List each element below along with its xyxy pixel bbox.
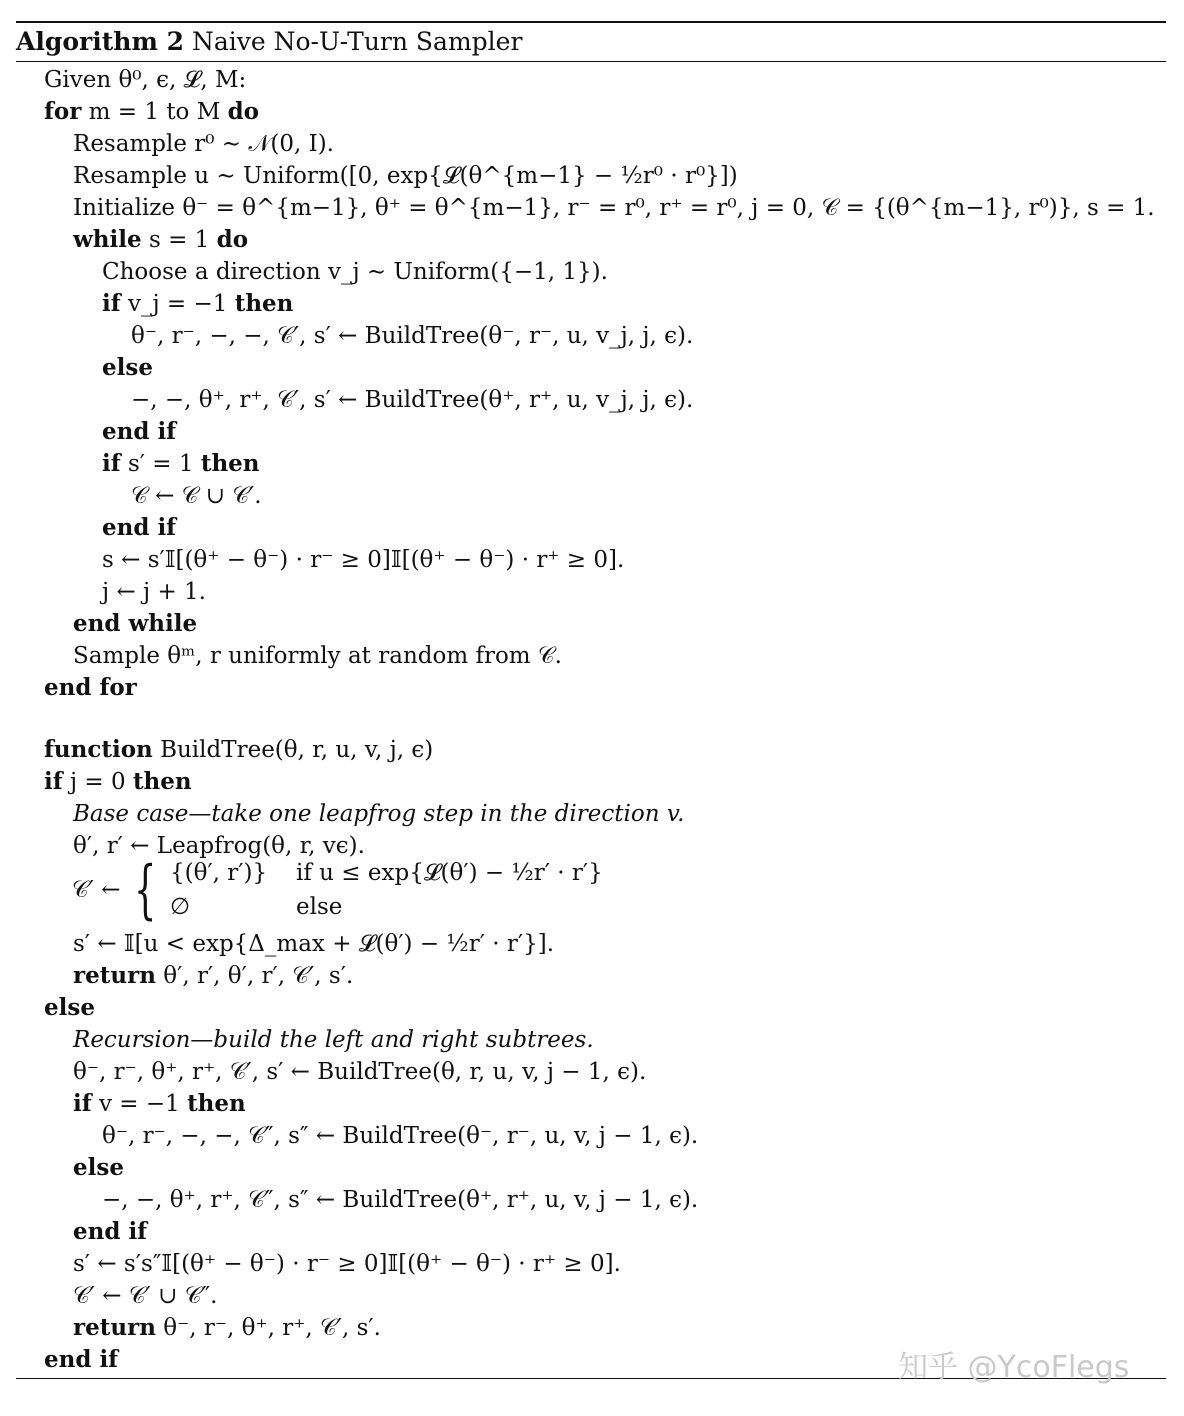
algorithm-line [44, 1344, 118, 1376]
line-text: θ⁻, r⁻, θ⁺, r⁺, 𝒞′, s′. [163, 1315, 381, 1341]
algorithm-line [73, 1216, 147, 1248]
algorithm-line [102, 1184, 698, 1216]
line-text: Choose a direction v_j ∼ Uniform({−1, 1}). [102, 259, 608, 285]
cases-row2-condition: else [296, 894, 343, 920]
line-text: s ← s′𝕀[(θ⁺ − θ⁻) · r⁻ ≥ 0]𝕀[(θ⁺ − θ⁻) · r⁺ ≥ 0]. [102, 547, 625, 573]
algorithm-line [102, 1120, 698, 1152]
line-text: BuildTree(θ, r, u, v, j, ϵ) [160, 737, 434, 763]
line-keyword: then [200, 450, 260, 477]
cases-row2-value: ∅ [170, 894, 191, 920]
line-keyword: else [44, 994, 95, 1021]
line-text: s′ = 1 [127, 451, 194, 477]
line-text: 𝒞 ← 𝒞 ∪ 𝒞′. [131, 483, 262, 509]
line-keyword: else [102, 354, 153, 381]
line-text: θ⁻, r⁻, −, −, 𝒞′, s′ ← BuildTree(θ⁻, r⁻, u, v_j, j, ϵ). [131, 323, 694, 349]
algorithm-line [102, 576, 206, 608]
algorithm-line [73, 1024, 594, 1056]
line-keyword: while [73, 226, 142, 253]
line-keyword: end if [73, 1218, 148, 1245]
algorithm-line [73, 960, 353, 992]
line-text: Sample θᵐ, r uniformly at random from 𝒞. [73, 643, 562, 669]
algorithm-line [73, 1152, 124, 1184]
algorithm-line [73, 830, 365, 862]
algorithm-line [73, 608, 197, 640]
caption-rule [16, 61, 1166, 62]
line-keyword: end if [44, 1346, 119, 1373]
algorithm-line [73, 1056, 646, 1088]
top-rule [16, 21, 1166, 23]
line-keyword: function [44, 736, 153, 763]
line-text: −, −, θ⁺, r⁺, 𝒞″, s″ ← BuildTree(θ⁺, r⁺, u, v, j − 1, ϵ). [102, 1187, 699, 1213]
line-keyword: do [227, 98, 260, 125]
line-keyword: return [73, 962, 156, 989]
algorithm-line [102, 352, 153, 384]
line-text: Given θ⁰, ϵ, 𝓛, M: [44, 67, 247, 93]
line-text: s′ ← s′s″𝕀[(θ⁺ − θ⁻) · r⁻ ≥ 0]𝕀[(θ⁺ − θ⁻) · r⁺ ≥ 0]. [73, 1251, 621, 1277]
cases-lhs: 𝒞′ ← [72, 877, 121, 903]
line-keyword: end if [102, 418, 177, 445]
algorithm-line [102, 416, 176, 448]
algorithm-label: Algorithm 2 [16, 27, 184, 56]
line-keyword: return [73, 1314, 156, 1341]
line-text: Initialize θ⁻ = θ^{m−1}, θ⁺ = θ^{m−1}, r⁻ = r⁰, r⁺ = r⁰, j = 0, 𝒞 = {(θ^{m−1}, r⁰)}, s = 1. [73, 195, 1155, 221]
line-keyword: if [73, 1090, 92, 1117]
cases-row1-condition: if u ≤ exp{𝓛(θ′) − ½r′ · r′} [296, 860, 603, 886]
algorithm-line [44, 992, 95, 1024]
algorithm-line [44, 64, 246, 96]
line-text: θ⁻, r⁻, θ⁺, r⁺, 𝒞′, s′ ← BuildTree(θ, r, u, v, j − 1, ϵ). [73, 1059, 647, 1085]
line-text: Resample r⁰ ∼ 𝒩(0, I). [73, 131, 334, 157]
cases-brace: { [134, 853, 157, 927]
algorithm-line [73, 192, 1155, 224]
algorithm-line [44, 672, 137, 704]
line-text: s = 1 [148, 227, 210, 253]
algorithm-line [131, 320, 693, 352]
algorithm-caption [16, 24, 522, 60]
line-text: −, −, θ⁺, r⁺, 𝒞′, s′ ← BuildTree(θ⁺, r⁺, u, v_j, j, ϵ). [131, 387, 694, 413]
line-text: j ← j + 1. [102, 579, 206, 605]
algorithm-line [73, 128, 334, 160]
line-keyword: end while [73, 610, 198, 637]
line-text: v_j = −1 [127, 291, 228, 317]
algorithm-line [73, 928, 554, 960]
algorithm-title: Naive No-U-Turn Sampler [191, 27, 523, 56]
line-text: Recursion—build the left and right subtrees. [73, 1027, 594, 1053]
algorithm-line [131, 384, 693, 416]
algorithm-line [73, 798, 684, 830]
line-keyword: if [102, 290, 121, 317]
algorithm-line [73, 160, 738, 192]
algorithm-line [102, 512, 176, 544]
line-text: Base case—take one leapfrog step in the direction v. [73, 801, 685, 827]
algorithm-line [73, 640, 562, 672]
algorithm-line [44, 766, 192, 798]
algorithm-line [102, 256, 608, 288]
line-keyword: if [102, 450, 121, 477]
algorithm-line [73, 1088, 246, 1120]
line-keyword: then [132, 768, 192, 795]
line-keyword: then [234, 290, 294, 317]
line-text: Resample u ∼ Uniform([0, exp{𝓛(θ^{m−1} − ½r⁰ · r⁰}]) [73, 163, 738, 189]
algorithm-line [73, 1312, 381, 1344]
algorithm-line [73, 224, 248, 256]
algorithm-line [102, 448, 260, 480]
line-text: θ′, r′, θ′, r′, 𝒞′, s′. [163, 963, 354, 989]
line-text: θ⁻, r⁻, −, −, 𝒞″, s″ ← BuildTree(θ⁻, r⁻, u, v, j − 1, ϵ). [102, 1123, 699, 1149]
line-text: m = 1 to M [88, 99, 221, 125]
algorithm-line [73, 1280, 217, 1312]
line-keyword: else [73, 1154, 124, 1181]
line-keyword: if [44, 768, 63, 795]
algorithm-line [102, 288, 293, 320]
line-text: v = −1 [98, 1091, 180, 1117]
algorithm-line [131, 480, 262, 512]
line-keyword: end if [102, 514, 177, 541]
line-keyword: for [44, 98, 82, 125]
line-text: θ′, r′ ← Leapfrog(θ, r, vϵ). [73, 833, 365, 859]
algorithm-line [44, 734, 433, 766]
watermark: 知乎 @YcoFlegs [898, 1350, 1130, 1385]
line-keyword: then [187, 1090, 246, 1117]
algorithm-line [73, 1248, 621, 1280]
line-text: 𝒞′ ← 𝒞′ ∪ 𝒞″. [73, 1283, 218, 1309]
line-keyword: do [216, 226, 249, 253]
algorithm-line [102, 544, 624, 576]
line-keyword: end for [44, 674, 137, 701]
cases-row1-value: {(θ′, r′)} [170, 860, 268, 886]
algorithm-line [44, 96, 259, 128]
line-text: j = 0 [69, 769, 126, 795]
line-text: s′ ← 𝕀[u < exp{Δ_max + 𝓛(θ′) − ½r′ · r′}]. [73, 931, 554, 957]
